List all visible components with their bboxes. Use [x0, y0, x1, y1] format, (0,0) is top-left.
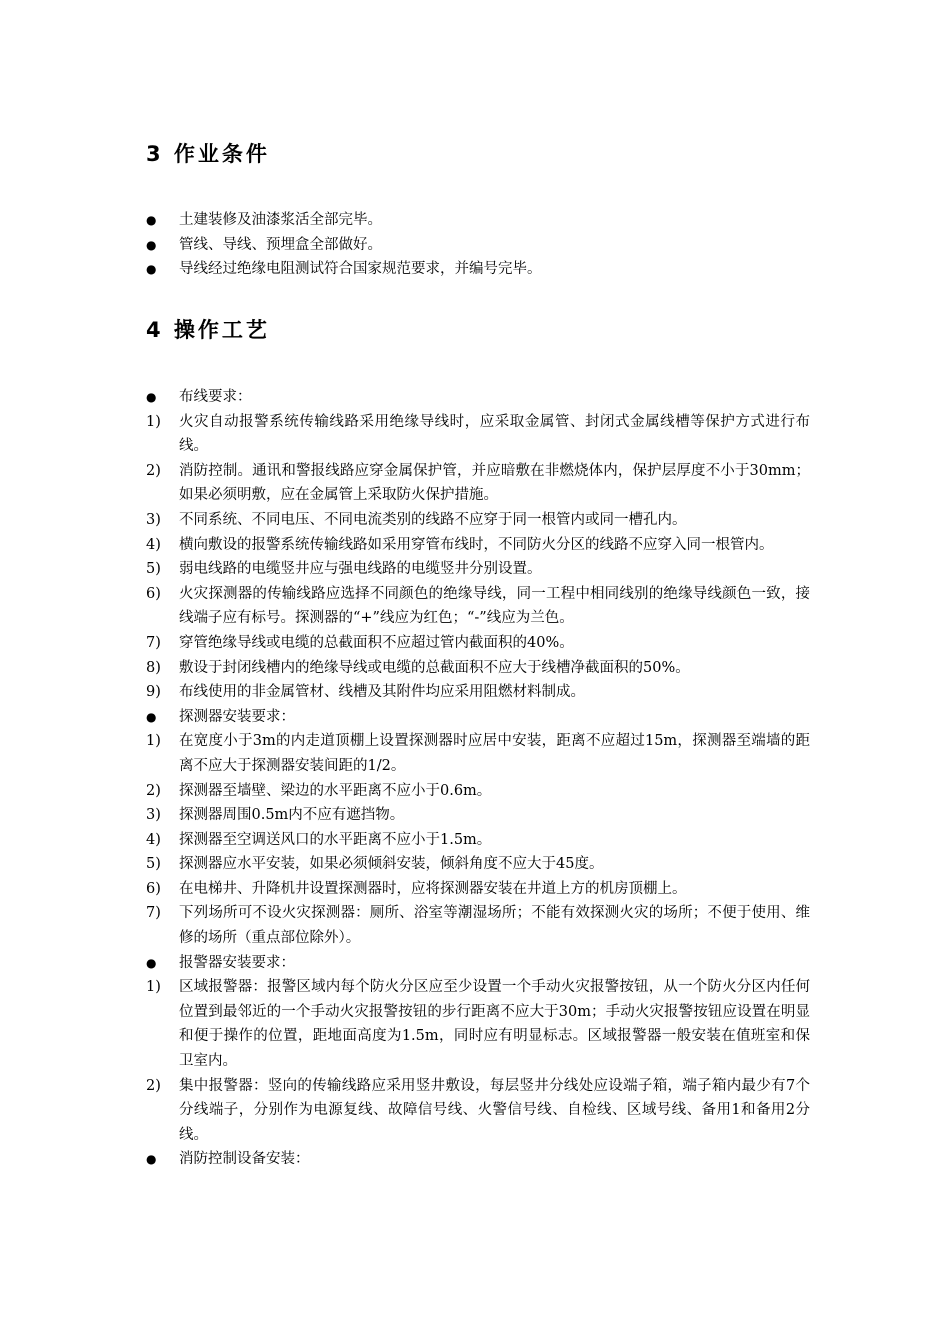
list-item — [146, 410, 810, 459]
item-number: 2) — [146, 782, 161, 799]
bullet-icon: ● — [146, 709, 157, 724]
item-text: 探测器周围0.5m内不应有遮挡物。 — [179, 807, 405, 824]
item-number: 1) — [146, 733, 161, 750]
item-text: 消防控制。通讯和警报线路应穿金属保护管，并应暗敷在非燃烧体内，保护层厚度不小于30mm；如果必须明敷，应在金属管上采取防火保护措施。 — [179, 462, 810, 504]
item-number: 5) — [146, 561, 161, 578]
list-item — [146, 385, 810, 410]
bullet-icon: ● — [146, 390, 157, 404]
item-text: 探测器至墙壁、梁边的水平距离不应小于0.6m。 — [179, 782, 492, 799]
item-text: 敷设于封闭线槽内的绝缘导线或电缆的总截面积不应大于线槽净截面积的50%。 — [179, 659, 690, 676]
item-number: 6) — [146, 585, 161, 602]
list-item — [146, 828, 810, 853]
list-item — [146, 705, 810, 730]
item-text: 横向敷设的报警系统传输线路如采用穿管布线时，不同防火分区的线路不应穿入同一根管内。 — [179, 536, 774, 553]
list-item — [146, 557, 810, 582]
list-item — [146, 803, 810, 828]
item-number: 1) — [146, 413, 161, 430]
list-item — [146, 631, 810, 656]
list-item — [146, 208, 810, 233]
item-text: 在电梯井、升降机井设置探测器时，应将探测器安装在井道上方的机房顶棚上。 — [179, 880, 687, 897]
bullet-icon: ● — [146, 237, 157, 252]
list-item — [146, 1147, 810, 1172]
list-item — [146, 901, 810, 950]
section-4-heading: 4 操作工艺 — [146, 318, 270, 342]
item-text: 布线要求： — [179, 389, 252, 405]
item-number: 7) — [146, 634, 161, 651]
item-text: 穿管绝缘导线或电缆的总截面积不应超过管内截面积的40%。 — [179, 634, 574, 651]
item-number: 3) — [146, 511, 161, 528]
bullet-icon: ● — [146, 213, 157, 227]
item-text: 在宽度小于3m的内走道顶棚上设置探测器时应居中安装，距离不应超过15m，探测器至端墙的距离不应大于探测器安装间距的1/2。 — [179, 733, 810, 774]
section-4-list — [146, 385, 810, 1172]
item-number: 6) — [146, 880, 161, 897]
section-3-heading: 3 作业条件 — [146, 142, 270, 166]
item-text: 报警器安装要求： — [179, 954, 295, 971]
item-text: 火灾探测器的传输线路应选择不同颜色的绝缘导线，同一工程中相同线别的绝缘导线颜色一致，接线端子应有标号。探测器的“+”线应为红色；“-”线应为兰色。 — [179, 585, 810, 627]
item-text: 弱电线路的电缆竖井应与强电线路的电缆竖井分别设置。 — [179, 561, 542, 578]
list-item — [146, 729, 810, 778]
item-number: 7) — [146, 905, 161, 922]
list-item — [146, 877, 810, 902]
item-number: 1) — [146, 979, 161, 996]
list-item — [146, 779, 810, 804]
item-text: 土建装修及油漆浆活全部完毕。 — [179, 212, 382, 228]
item-number: 3) — [146, 807, 161, 824]
list-item — [146, 680, 810, 705]
list-item — [146, 951, 810, 976]
item-text: 火灾自动报警系统传输线路采用绝缘导线时，应采取金属管、封闭式金属线槽等保护方式进行布线。 — [179, 413, 810, 455]
item-text: 消防控制设备安装： — [179, 1151, 310, 1168]
item-number: 9) — [146, 684, 161, 701]
list-item — [146, 656, 810, 681]
item-number: 2) — [146, 462, 161, 479]
bullet-icon: ● — [146, 955, 157, 970]
list-item — [146, 257, 810, 282]
item-number: 8) — [146, 659, 161, 676]
list-item — [146, 582, 810, 631]
item-text: 集中报警器：竖向的传输线路应采用竖井敷设，每层竖井分线处应设端子箱，端子箱内最少有7个分线端子，分别作为电源复线、故障信号线、火警信号线、自检线、区域号线、备用1和备用2分线。 — [179, 1077, 810, 1143]
list-item — [146, 233, 810, 258]
list-item — [146, 852, 810, 877]
item-text: 不同系统、不同电压、不同电流类别的线路不应穿于同一根管内或同一槽孔内。 — [179, 511, 687, 528]
list-item — [146, 459, 810, 508]
item-number: 4) — [146, 536, 161, 553]
list-item — [146, 533, 810, 558]
list-item — [146, 975, 810, 1073]
item-text: 区域报警器：报警区域内每个防火分区应至少设置一个手动火灾报警按钮，从一个防火分区内任何位置到最邻近的一个手动火灾报警按钮的步行距离不应大于30m；手动火灾报警按钮应设置在明显和便于操作的位置，距地面高度为1.5m，同时应有明显标志。区域报警器一般安装在值班室和保卫室内。 — [179, 979, 810, 1070]
item-text: 管线、导线、预埋盒全部做好。 — [179, 236, 382, 253]
item-number: 2) — [146, 1077, 161, 1094]
item-text: 下列场所可不设火灾探测器：厕所、浴室等潮湿场所；不能有效探测火灾的场所；不便于使用、维修的场所（重点部位除外）。 — [179, 905, 810, 947]
item-text: 探测器安装要求： — [179, 708, 295, 725]
item-text: 导线经过绝缘电阻测试符合国家规范要求，并编号完毕。 — [179, 261, 542, 278]
item-text: 探测器应水平安装，如果必须倾斜安装，倾斜角度不应大于45度。 — [179, 856, 604, 873]
section-3-list — [146, 208, 810, 282]
list-item — [146, 508, 810, 533]
item-text: 布线使用的非金属管材、线槽及其附件均应采用阻燃材料制成。 — [179, 684, 585, 701]
item-number: 5) — [146, 856, 161, 873]
bullet-icon: ● — [146, 1152, 157, 1167]
list-item — [146, 1074, 810, 1148]
item-text: 探测器至空调送风口的水平距离不应小于1.5m。 — [179, 831, 492, 848]
item-number: 4) — [146, 831, 161, 848]
bullet-icon: ● — [146, 262, 157, 277]
